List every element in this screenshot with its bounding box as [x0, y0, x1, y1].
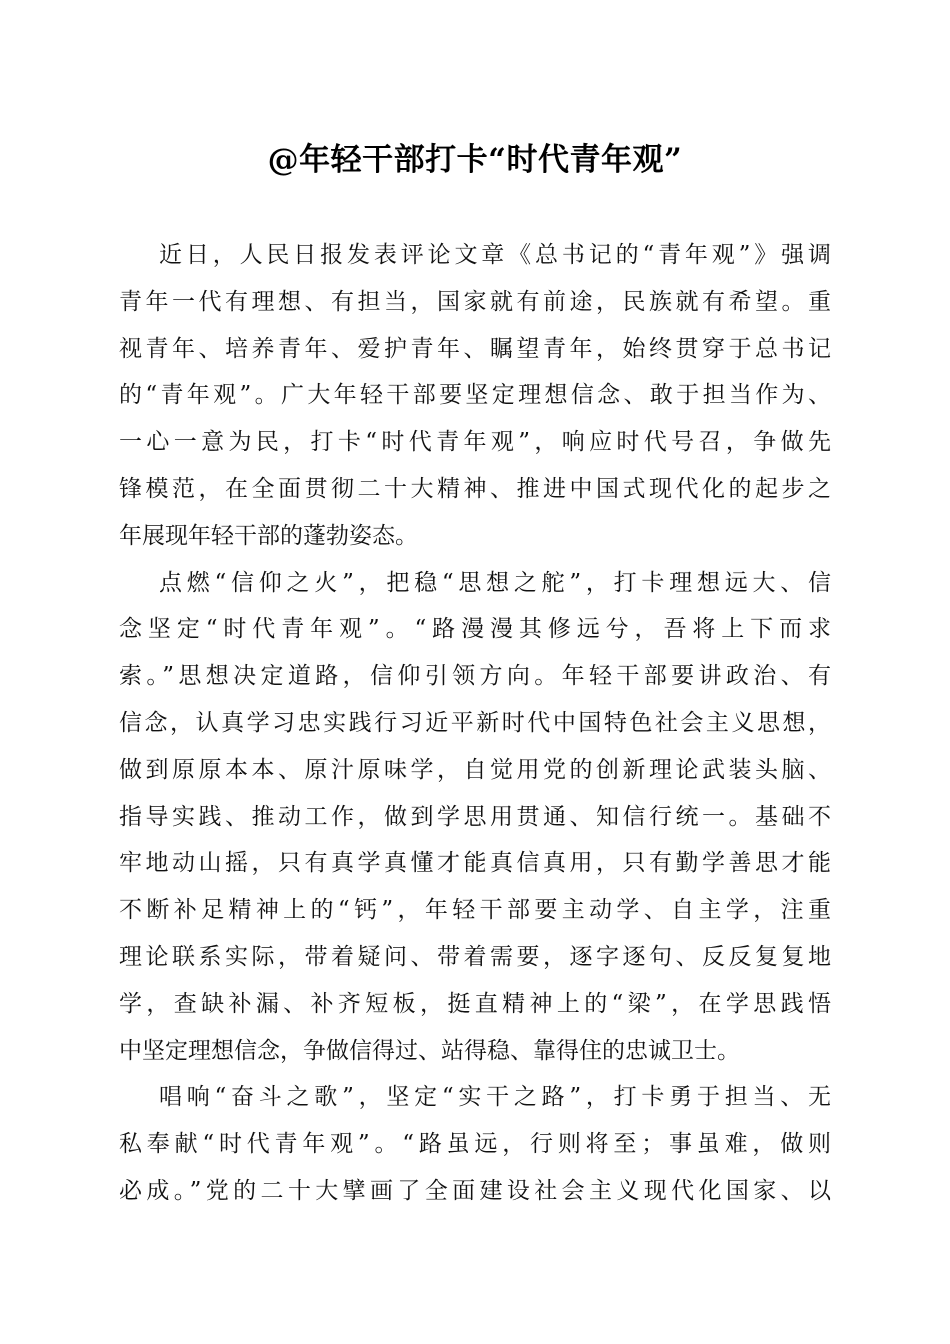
paragraph-3 [119, 1074, 831, 1214]
paragraph-line: 不断补足精神上的“钙”，年轻干部要主动学、自主学，注重 [119, 897, 831, 924]
paragraph-line: 年展现年轻干部的蓬勃姿态。 [119, 522, 418, 549]
document-body [119, 232, 831, 1215]
paragraph-line: 信念，认真学习忠实践行习近平新时代中国特色社会主义思想， [119, 709, 831, 736]
paragraph-line: 私奉献“时代青年观”。“路虽远，行则将至；事虽难，做则 [119, 1131, 831, 1158]
paragraph-line: 近日，人民日报发表评论文章《总书记的“青年观”》强调 [159, 242, 831, 268]
document-title: @年轻干部打卡“时代青年观” [267, 142, 683, 178]
paragraph-line: 念坚定“时代青年观”。“路漫漫其修远兮，吾将上下而求 [119, 616, 831, 643]
paragraph-line: 的“青年观”。广大年轻干部要坚定理想信念、敢于担当作为、 [119, 382, 831, 409]
paragraph-line: 理论联系实际，带着疑问、带着需要，逐字逐句、反反复复地 [119, 943, 831, 970]
paragraph-line: 点燃“信仰之火”，把稳“思想之舵”，打卡理想远大、信 [159, 569, 831, 596]
paragraph-line: 牢地动山摇，只有真学真懂才能真信真用，只有勤学善思才能 [119, 850, 831, 877]
paragraph-line: 锋模范，在全面贯彻二十大精神、推进中国式现代化的起步之 [119, 475, 831, 502]
paragraph-line: 索。”思想决定道路，信仰引领方向。年轻干部要讲政治、有 [119, 663, 831, 690]
paragraph-line: 做到原原本本、原汁原味学，自觉用党的创新理论武装头脑、 [119, 756, 831, 783]
paragraph-2 [119, 560, 831, 1075]
paragraph-line: 一心一意为民，打卡“时代青年观”，响应时代号召，争做先 [119, 429, 831, 456]
paragraph-1 [119, 232, 831, 560]
paragraph-line: 青年一代有理想、有担当，国家就有前途，民族就有希望。重 [119, 288, 831, 315]
paragraph-line: 唱响“奋斗之歌”，坚定“实干之路”，打卡勇于担当、无 [159, 1084, 831, 1111]
paragraph-line: 指导实践、推动工作，做到学思用贯通、知信行统一。基础不 [119, 803, 831, 830]
paragraph-line: 中坚定理想信念，争做信得过、站得稳、靠得住的忠诚卫士。 [119, 1037, 740, 1064]
paragraph-line: 必成。”党的二十大擘画了全面建设社会主义现代化国家、以 [119, 1177, 831, 1204]
paragraph-line: 学，查缺补漏、补齐短板，挺直精神上的“梁”，在学思践悟 [119, 990, 831, 1017]
paragraph-line: 视青年、培养青年、爱护青年、瞩望青年，始终贯穿于总书记 [119, 335, 831, 362]
